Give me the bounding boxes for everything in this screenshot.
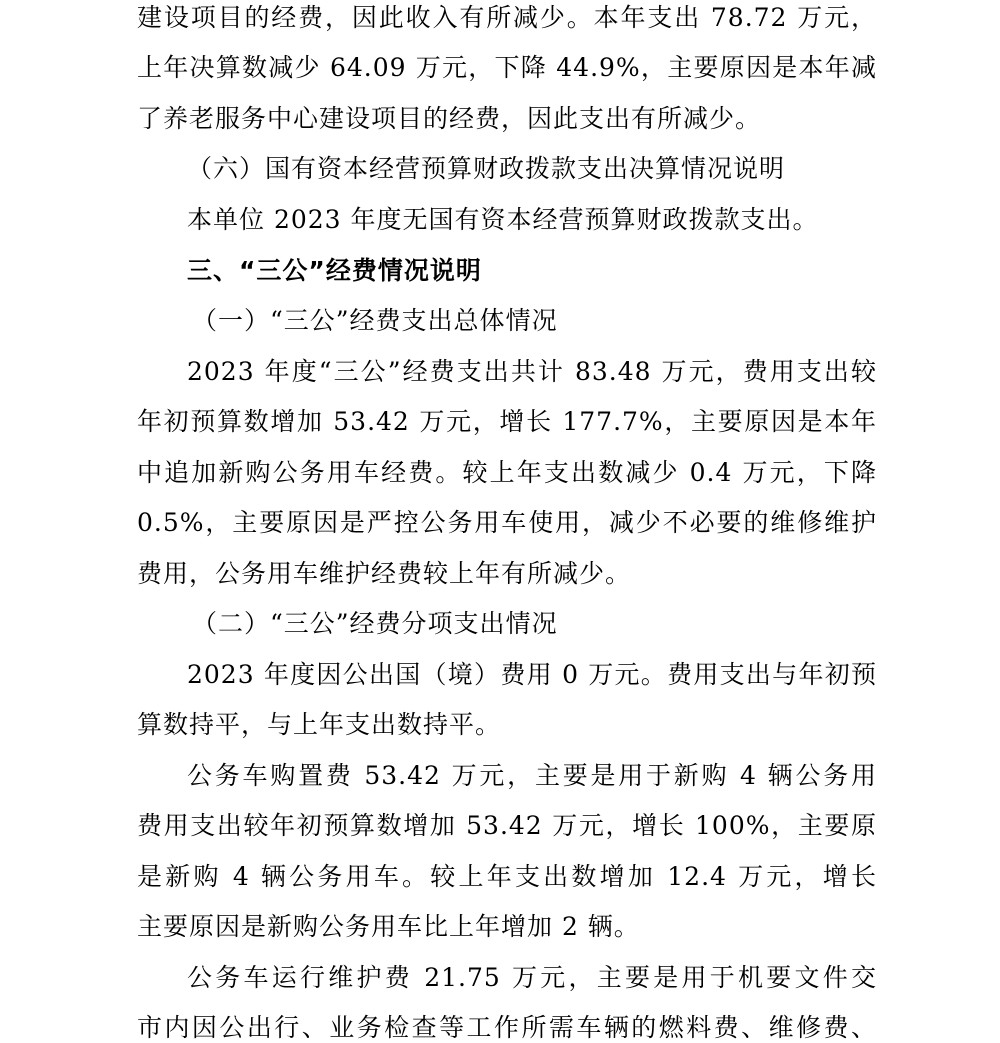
paragraph-line: 了养老服务中心建设项目的经费，因此支出有所减少。	[137, 104, 762, 133]
paragraph-line: 中追加新购公务用车经费。较上年支出数减少 0.4 万元，下降	[137, 458, 877, 487]
paragraph-line: 主要原因是新购公务用车比上年增加 2 辆。	[137, 912, 640, 941]
paragraph-line: 费用，公务用车维护经费较上年有所减少。	[137, 559, 632, 588]
paragraph-line: 2023 年度因公出国（境）费用 0 万元。费用支出与年初预	[187, 660, 877, 689]
section-subheading: （二）“三公”经费分项支出情况	[192, 609, 558, 638]
paragraph-line: 上年决算数减少 64.09 万元，下降 44.9%，主要原因是本年减	[137, 53, 877, 82]
paragraph-line: 公务车购置费 53.42 万元，主要是用于新购 4 辆公务用	[187, 761, 877, 790]
paragraph-line: 公务车运行维护费 21.75 万元，主要是用于机要文件交	[187, 963, 877, 992]
section-heading: 三、“三公”经费情况说明	[187, 256, 482, 285]
paragraph-line: 是新购 4 辆公务用车。较上年支出数增加 12.4 万元，增长	[137, 862, 877, 891]
paragraph-line: 年初预算数增加 53.42 万元，增长 177.7%，主要原因是本年	[137, 407, 877, 436]
paragraph-line: 本单位 2023 年度无国有资本经营预算财政拨款支出。	[187, 205, 819, 234]
paragraph-line: 算数持平，与上年支出数持平。	[137, 710, 502, 739]
paragraph-line: 费用支出较年初预算数增加 53.42 万元，增长 100%，主要原	[137, 811, 877, 840]
paragraph-line: 建设项目的经费，因此收入有所减少。本年支出 78.72 万元，	[137, 3, 877, 32]
section-subheading: （六）国有资本经营预算财政拨款支出决算情况说明	[187, 154, 786, 183]
paragraph-line: 2023 年度“三公”经费支出共计 83.48 万元，费用支出较	[187, 357, 877, 386]
section-subheading: （一）“三公”经费支出总体情况	[192, 306, 558, 335]
paragraph-line: 0.5%，主要原因是严控公务用车使用，减少不必要的维修维护	[137, 508, 877, 537]
paragraph-line: 市内因公出行、业务检查等工作所需车辆的燃料费、维修费、	[137, 1013, 877, 1042]
